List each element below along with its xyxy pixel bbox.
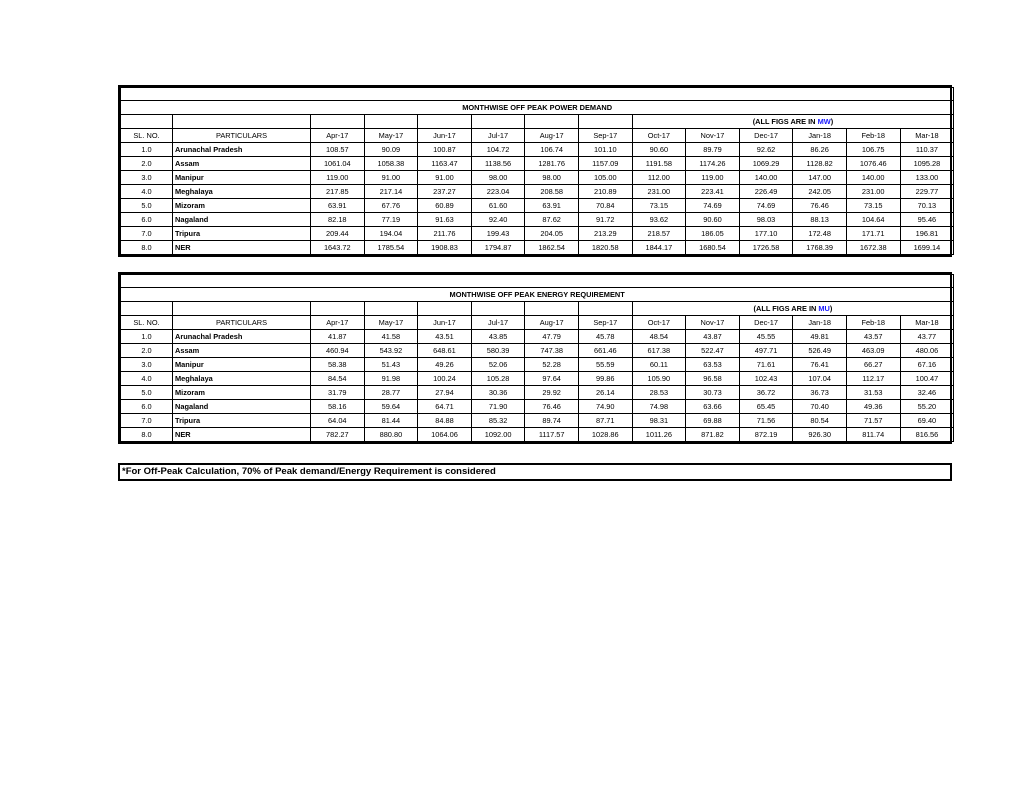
value-cell: 87.71	[578, 414, 632, 428]
value-cell: 101.10	[578, 143, 632, 157]
value-cell: 1095.28	[900, 157, 954, 171]
value-cell: 90.60	[632, 143, 686, 157]
value-cell: 49.26	[418, 358, 472, 372]
header-month: May-17	[364, 316, 418, 330]
value-cell: 1785.54	[364, 241, 418, 255]
value-cell: 112.17	[846, 372, 900, 386]
value-cell: 67.76	[364, 199, 418, 213]
sl-no-cell: 1.0	[121, 330, 173, 344]
table-row	[121, 157, 954, 171]
value-cell: 747.38	[525, 344, 579, 358]
table-row	[121, 171, 954, 185]
value-cell: 60.89	[418, 199, 472, 213]
value-cell: 926.30	[793, 428, 847, 442]
header-month: Feb-18	[846, 129, 900, 143]
value-cell: 209.44	[311, 227, 365, 241]
header-month: Jan-18	[793, 316, 847, 330]
value-cell: 1163.47	[418, 157, 472, 171]
value-cell: 1138.56	[471, 157, 525, 171]
header-month: Sep-17	[578, 129, 632, 143]
value-cell: 63.66	[686, 400, 740, 414]
value-cell: 70.13	[900, 199, 954, 213]
units-row	[121, 302, 954, 316]
particulars-cell: Mizoram	[173, 386, 311, 400]
value-cell: 177.10	[739, 227, 793, 241]
value-cell: 104.64	[846, 213, 900, 227]
value-cell: 105.28	[471, 372, 525, 386]
value-cell: 69.40	[900, 414, 954, 428]
units-note: (ALL FIGS ARE IN MU)	[632, 302, 954, 316]
value-cell: 1191.58	[632, 157, 686, 171]
value-cell: 1174.26	[686, 157, 740, 171]
value-cell: 36.72	[739, 386, 793, 400]
header-month: Aug-17	[525, 129, 579, 143]
value-cell: 31.53	[846, 386, 900, 400]
value-cell: 43.51	[418, 330, 472, 344]
value-cell: 32.46	[900, 386, 954, 400]
table-row	[121, 241, 954, 255]
table-row	[121, 428, 954, 442]
sl-no-cell: 3.0	[121, 358, 173, 372]
sl-no-cell: 7.0	[121, 414, 173, 428]
value-cell: 223.41	[686, 185, 740, 199]
header-month: May-17	[364, 129, 418, 143]
value-cell: 55.20	[900, 400, 954, 414]
value-cell: 49.36	[846, 400, 900, 414]
value-cell: 871.82	[686, 428, 740, 442]
particulars-cell: Manipur	[173, 358, 311, 372]
value-cell: 463.09	[846, 344, 900, 358]
value-cell: 1064.06	[418, 428, 472, 442]
header-month: Jun-17	[418, 316, 472, 330]
value-cell: 194.04	[364, 227, 418, 241]
value-cell: 98.00	[525, 171, 579, 185]
particulars-cell: NER	[173, 241, 311, 255]
value-cell: 66.27	[846, 358, 900, 372]
sl-no-cell: 2.0	[121, 344, 173, 358]
value-cell: 73.15	[632, 199, 686, 213]
power-demand-table-block	[118, 85, 952, 257]
sl-no-cell: 8.0	[121, 241, 173, 255]
units-label: MW	[817, 117, 831, 126]
value-cell: 77.19	[364, 213, 418, 227]
sl-no-cell: 7.0	[121, 227, 173, 241]
particulars-cell: Tripura	[173, 227, 311, 241]
value-cell: 52.28	[525, 358, 579, 372]
sl-no-cell: 6.0	[121, 213, 173, 227]
table-row	[121, 330, 954, 344]
value-cell: 63.91	[525, 199, 579, 213]
value-cell: 31.79	[311, 386, 365, 400]
value-cell: 91.72	[578, 213, 632, 227]
value-cell: 71.56	[739, 414, 793, 428]
value-cell: 30.73	[686, 386, 740, 400]
title-row	[121, 288, 954, 302]
value-cell: 76.46	[525, 400, 579, 414]
value-cell: 217.14	[364, 185, 418, 199]
value-cell: 63.53	[686, 358, 740, 372]
value-cell: 648.61	[418, 344, 472, 358]
value-cell: 58.16	[311, 400, 365, 414]
value-cell: 89.74	[525, 414, 579, 428]
units-note: (ALL FIGS ARE IN MW)	[632, 115, 954, 129]
value-cell: 98.31	[632, 414, 686, 428]
value-cell: 73.15	[846, 199, 900, 213]
value-cell: 29.92	[525, 386, 579, 400]
particulars-cell: Mizoram	[173, 199, 311, 213]
value-cell: 872.19	[739, 428, 793, 442]
value-cell: 61.60	[471, 199, 525, 213]
value-cell: 76.41	[793, 358, 847, 372]
energy-requirement-table-block	[118, 272, 952, 444]
value-cell: 64.04	[311, 414, 365, 428]
value-cell: 880.80	[364, 428, 418, 442]
value-cell: 58.38	[311, 358, 365, 372]
header-month: Nov-17	[686, 129, 740, 143]
value-cell: 45.78	[578, 330, 632, 344]
value-cell: 119.00	[311, 171, 365, 185]
value-cell: 229.77	[900, 185, 954, 199]
particulars-cell: Nagaland	[173, 400, 311, 414]
value-cell: 89.79	[686, 143, 740, 157]
value-cell: 65.45	[739, 400, 793, 414]
particulars-cell: Meghalaya	[173, 372, 311, 386]
value-cell: 81.44	[364, 414, 418, 428]
value-cell: 96.58	[686, 372, 740, 386]
value-cell: 74.98	[632, 400, 686, 414]
value-cell: 47.79	[525, 330, 579, 344]
value-cell: 51.43	[364, 358, 418, 372]
value-cell: 543.92	[364, 344, 418, 358]
value-cell: 1680.54	[686, 241, 740, 255]
value-cell: 1726.58	[739, 241, 793, 255]
value-cell: 816.56	[900, 428, 954, 442]
value-cell: 242.05	[793, 185, 847, 199]
value-cell: 60.11	[632, 358, 686, 372]
value-cell: 661.46	[578, 344, 632, 358]
value-cell: 67.16	[900, 358, 954, 372]
data-table	[120, 87, 954, 255]
value-cell: 110.37	[900, 143, 954, 157]
value-cell: 526.49	[793, 344, 847, 358]
table-row	[121, 227, 954, 241]
table-row	[121, 400, 954, 414]
value-cell: 1794.87	[471, 241, 525, 255]
header-month: Apr-17	[311, 316, 365, 330]
sl-no-cell: 6.0	[121, 400, 173, 414]
value-cell: 1908.83	[418, 241, 472, 255]
value-cell: 1844.17	[632, 241, 686, 255]
table-row	[121, 386, 954, 400]
table-row	[121, 344, 954, 358]
value-cell: 98.03	[739, 213, 793, 227]
value-cell: 171.71	[846, 227, 900, 241]
particulars-cell: Manipur	[173, 171, 311, 185]
value-cell: 90.09	[364, 143, 418, 157]
value-cell: 85.32	[471, 414, 525, 428]
value-cell: 92.62	[739, 143, 793, 157]
particulars-cell: Assam	[173, 157, 311, 171]
header-month: Mar-18	[900, 129, 954, 143]
header-month: Jul-17	[471, 316, 525, 330]
header-particulars: PARTICULARS	[173, 316, 311, 330]
value-cell: 1699.14	[900, 241, 954, 255]
header-month: Aug-17	[525, 316, 579, 330]
particulars-cell: Arunachal Pradesh	[173, 330, 311, 344]
value-cell: 104.72	[471, 143, 525, 157]
value-cell: 1281.76	[525, 157, 579, 171]
value-cell: 27.94	[418, 386, 472, 400]
value-cell: 480.06	[900, 344, 954, 358]
value-cell: 1672.38	[846, 241, 900, 255]
value-cell: 80.54	[793, 414, 847, 428]
data-table	[120, 274, 954, 442]
value-cell: 91.00	[364, 171, 418, 185]
value-cell: 43.77	[900, 330, 954, 344]
value-cell: 1061.04	[311, 157, 365, 171]
value-cell: 112.00	[632, 171, 686, 185]
table-row	[121, 358, 954, 372]
sl-no-cell: 5.0	[121, 199, 173, 213]
value-cell: 76.46	[793, 199, 847, 213]
value-cell: 70.84	[578, 199, 632, 213]
particulars-cell: Arunachal Pradesh	[173, 143, 311, 157]
header-sl-no: SL. NO.	[121, 129, 173, 143]
value-cell: 74.69	[739, 199, 793, 213]
table-title: MONTHWISE OFF PEAK ENERGY REQUIREMENT	[121, 288, 954, 302]
header-sl-no: SL. NO.	[121, 316, 173, 330]
value-cell: 208.58	[525, 185, 579, 199]
sl-no-cell: 3.0	[121, 171, 173, 185]
value-cell: 140.00	[846, 171, 900, 185]
header-month: Apr-17	[311, 129, 365, 143]
value-cell: 1820.58	[578, 241, 632, 255]
value-cell: 108.57	[311, 143, 365, 157]
particulars-cell: Meghalaya	[173, 185, 311, 199]
value-cell: 43.87	[686, 330, 740, 344]
value-cell: 26.14	[578, 386, 632, 400]
value-cell: 1643.72	[311, 241, 365, 255]
units-label: MU	[818, 304, 830, 313]
header-month: Jan-18	[793, 129, 847, 143]
title-row	[121, 101, 954, 115]
value-cell: 41.58	[364, 330, 418, 344]
value-cell: 617.38	[632, 344, 686, 358]
value-cell: 102.43	[739, 372, 793, 386]
value-cell: 91.98	[364, 372, 418, 386]
value-cell: 88.13	[793, 213, 847, 227]
particulars-cell: Assam	[173, 344, 311, 358]
value-cell: 28.53	[632, 386, 686, 400]
value-cell: 86.26	[793, 143, 847, 157]
value-cell: 106.74	[525, 143, 579, 157]
value-cell: 782.27	[311, 428, 365, 442]
value-cell: 59.64	[364, 400, 418, 414]
value-cell: 45.55	[739, 330, 793, 344]
value-cell: 69.88	[686, 414, 740, 428]
units-row	[121, 115, 954, 129]
value-cell: 43.85	[471, 330, 525, 344]
value-cell: 497.71	[739, 344, 793, 358]
value-cell: 204.05	[525, 227, 579, 241]
value-cell: 213.29	[578, 227, 632, 241]
sl-no-cell: 4.0	[121, 372, 173, 386]
table-row	[121, 199, 954, 213]
value-cell: 71.61	[739, 358, 793, 372]
value-cell: 811.74	[846, 428, 900, 442]
value-cell: 98.00	[471, 171, 525, 185]
value-cell: 1092.00	[471, 428, 525, 442]
value-cell: 43.57	[846, 330, 900, 344]
value-cell: 91.00	[418, 171, 472, 185]
value-cell: 1128.82	[793, 157, 847, 171]
table-row	[121, 372, 954, 386]
value-cell: 1862.54	[525, 241, 579, 255]
header-month: Mar-18	[900, 316, 954, 330]
header-month: Dec-17	[739, 129, 793, 143]
value-cell: 1069.29	[739, 157, 793, 171]
header-month: Oct-17	[632, 316, 686, 330]
value-cell: 36.73	[793, 386, 847, 400]
value-cell: 92.40	[471, 213, 525, 227]
value-cell: 28.77	[364, 386, 418, 400]
value-cell: 99.86	[578, 372, 632, 386]
value-cell: 95.46	[900, 213, 954, 227]
value-cell: 217.85	[311, 185, 365, 199]
value-cell: 74.69	[686, 199, 740, 213]
header-month: Feb-18	[846, 316, 900, 330]
value-cell: 210.89	[578, 185, 632, 199]
value-cell: 100.47	[900, 372, 954, 386]
value-cell: 522.47	[686, 344, 740, 358]
value-cell: 52.06	[471, 358, 525, 372]
value-cell: 97.64	[525, 372, 579, 386]
blank-row	[121, 275, 954, 288]
value-cell: 100.87	[418, 143, 472, 157]
value-cell: 64.71	[418, 400, 472, 414]
value-cell: 147.00	[793, 171, 847, 185]
value-cell: 1028.86	[578, 428, 632, 442]
table-row	[121, 213, 954, 227]
value-cell: 41.87	[311, 330, 365, 344]
particulars-cell: NER	[173, 428, 311, 442]
value-cell: 55.59	[578, 358, 632, 372]
value-cell: 1011.26	[632, 428, 686, 442]
value-cell: 133.00	[900, 171, 954, 185]
header-month: Nov-17	[686, 316, 740, 330]
value-cell: 1157.09	[578, 157, 632, 171]
value-cell: 48.54	[632, 330, 686, 344]
header-month: Jun-17	[418, 129, 472, 143]
value-cell: 63.91	[311, 199, 365, 213]
sl-no-cell: 1.0	[121, 143, 173, 157]
sl-no-cell: 8.0	[121, 428, 173, 442]
particulars-cell: Nagaland	[173, 213, 311, 227]
value-cell: 107.04	[793, 372, 847, 386]
value-cell: 82.18	[311, 213, 365, 227]
value-cell: 226.49	[739, 185, 793, 199]
value-cell: 71.57	[846, 414, 900, 428]
value-cell: 1076.46	[846, 157, 900, 171]
header-month: Dec-17	[739, 316, 793, 330]
table-row	[121, 185, 954, 199]
header-row	[121, 316, 954, 330]
footnote: *For Off-Peak Calculation, 70% of Peak demand/Energy Requirement is considered	[118, 463, 952, 481]
value-cell: 460.94	[311, 344, 365, 358]
value-cell: 1117.57	[525, 428, 579, 442]
blank-row	[121, 88, 954, 101]
particulars-cell: Tripura	[173, 414, 311, 428]
header-particulars: PARTICULARS	[173, 129, 311, 143]
value-cell: 106.75	[846, 143, 900, 157]
header-row	[121, 129, 954, 143]
value-cell: 105.90	[632, 372, 686, 386]
value-cell: 186.05	[686, 227, 740, 241]
value-cell: 231.00	[632, 185, 686, 199]
value-cell: 71.90	[471, 400, 525, 414]
table-row	[121, 414, 954, 428]
value-cell: 87.62	[525, 213, 579, 227]
table-title: MONTHWISE OFF PEAK POWER DEMAND	[121, 101, 954, 115]
value-cell: 91.63	[418, 213, 472, 227]
header-month: Jul-17	[471, 129, 525, 143]
sl-no-cell: 5.0	[121, 386, 173, 400]
value-cell: 30.36	[471, 386, 525, 400]
sl-no-cell: 4.0	[121, 185, 173, 199]
value-cell: 218.57	[632, 227, 686, 241]
value-cell: 140.00	[739, 171, 793, 185]
value-cell: 196.81	[900, 227, 954, 241]
header-month: Oct-17	[632, 129, 686, 143]
value-cell: 223.04	[471, 185, 525, 199]
value-cell: 70.40	[793, 400, 847, 414]
value-cell: 84.88	[418, 414, 472, 428]
value-cell: 237.27	[418, 185, 472, 199]
value-cell: 231.00	[846, 185, 900, 199]
value-cell: 1768.39	[793, 241, 847, 255]
value-cell: 199.43	[471, 227, 525, 241]
value-cell: 74.90	[578, 400, 632, 414]
header-month: Sep-17	[578, 316, 632, 330]
value-cell: 1058.38	[364, 157, 418, 171]
value-cell: 172.48	[793, 227, 847, 241]
value-cell: 84.54	[311, 372, 365, 386]
value-cell: 93.62	[632, 213, 686, 227]
value-cell: 90.60	[686, 213, 740, 227]
value-cell: 100.24	[418, 372, 472, 386]
value-cell: 105.00	[578, 171, 632, 185]
value-cell: 580.39	[471, 344, 525, 358]
value-cell: 211.76	[418, 227, 472, 241]
value-cell: 49.81	[793, 330, 847, 344]
sl-no-cell: 2.0	[121, 157, 173, 171]
table-row	[121, 143, 954, 157]
value-cell: 119.00	[686, 171, 740, 185]
